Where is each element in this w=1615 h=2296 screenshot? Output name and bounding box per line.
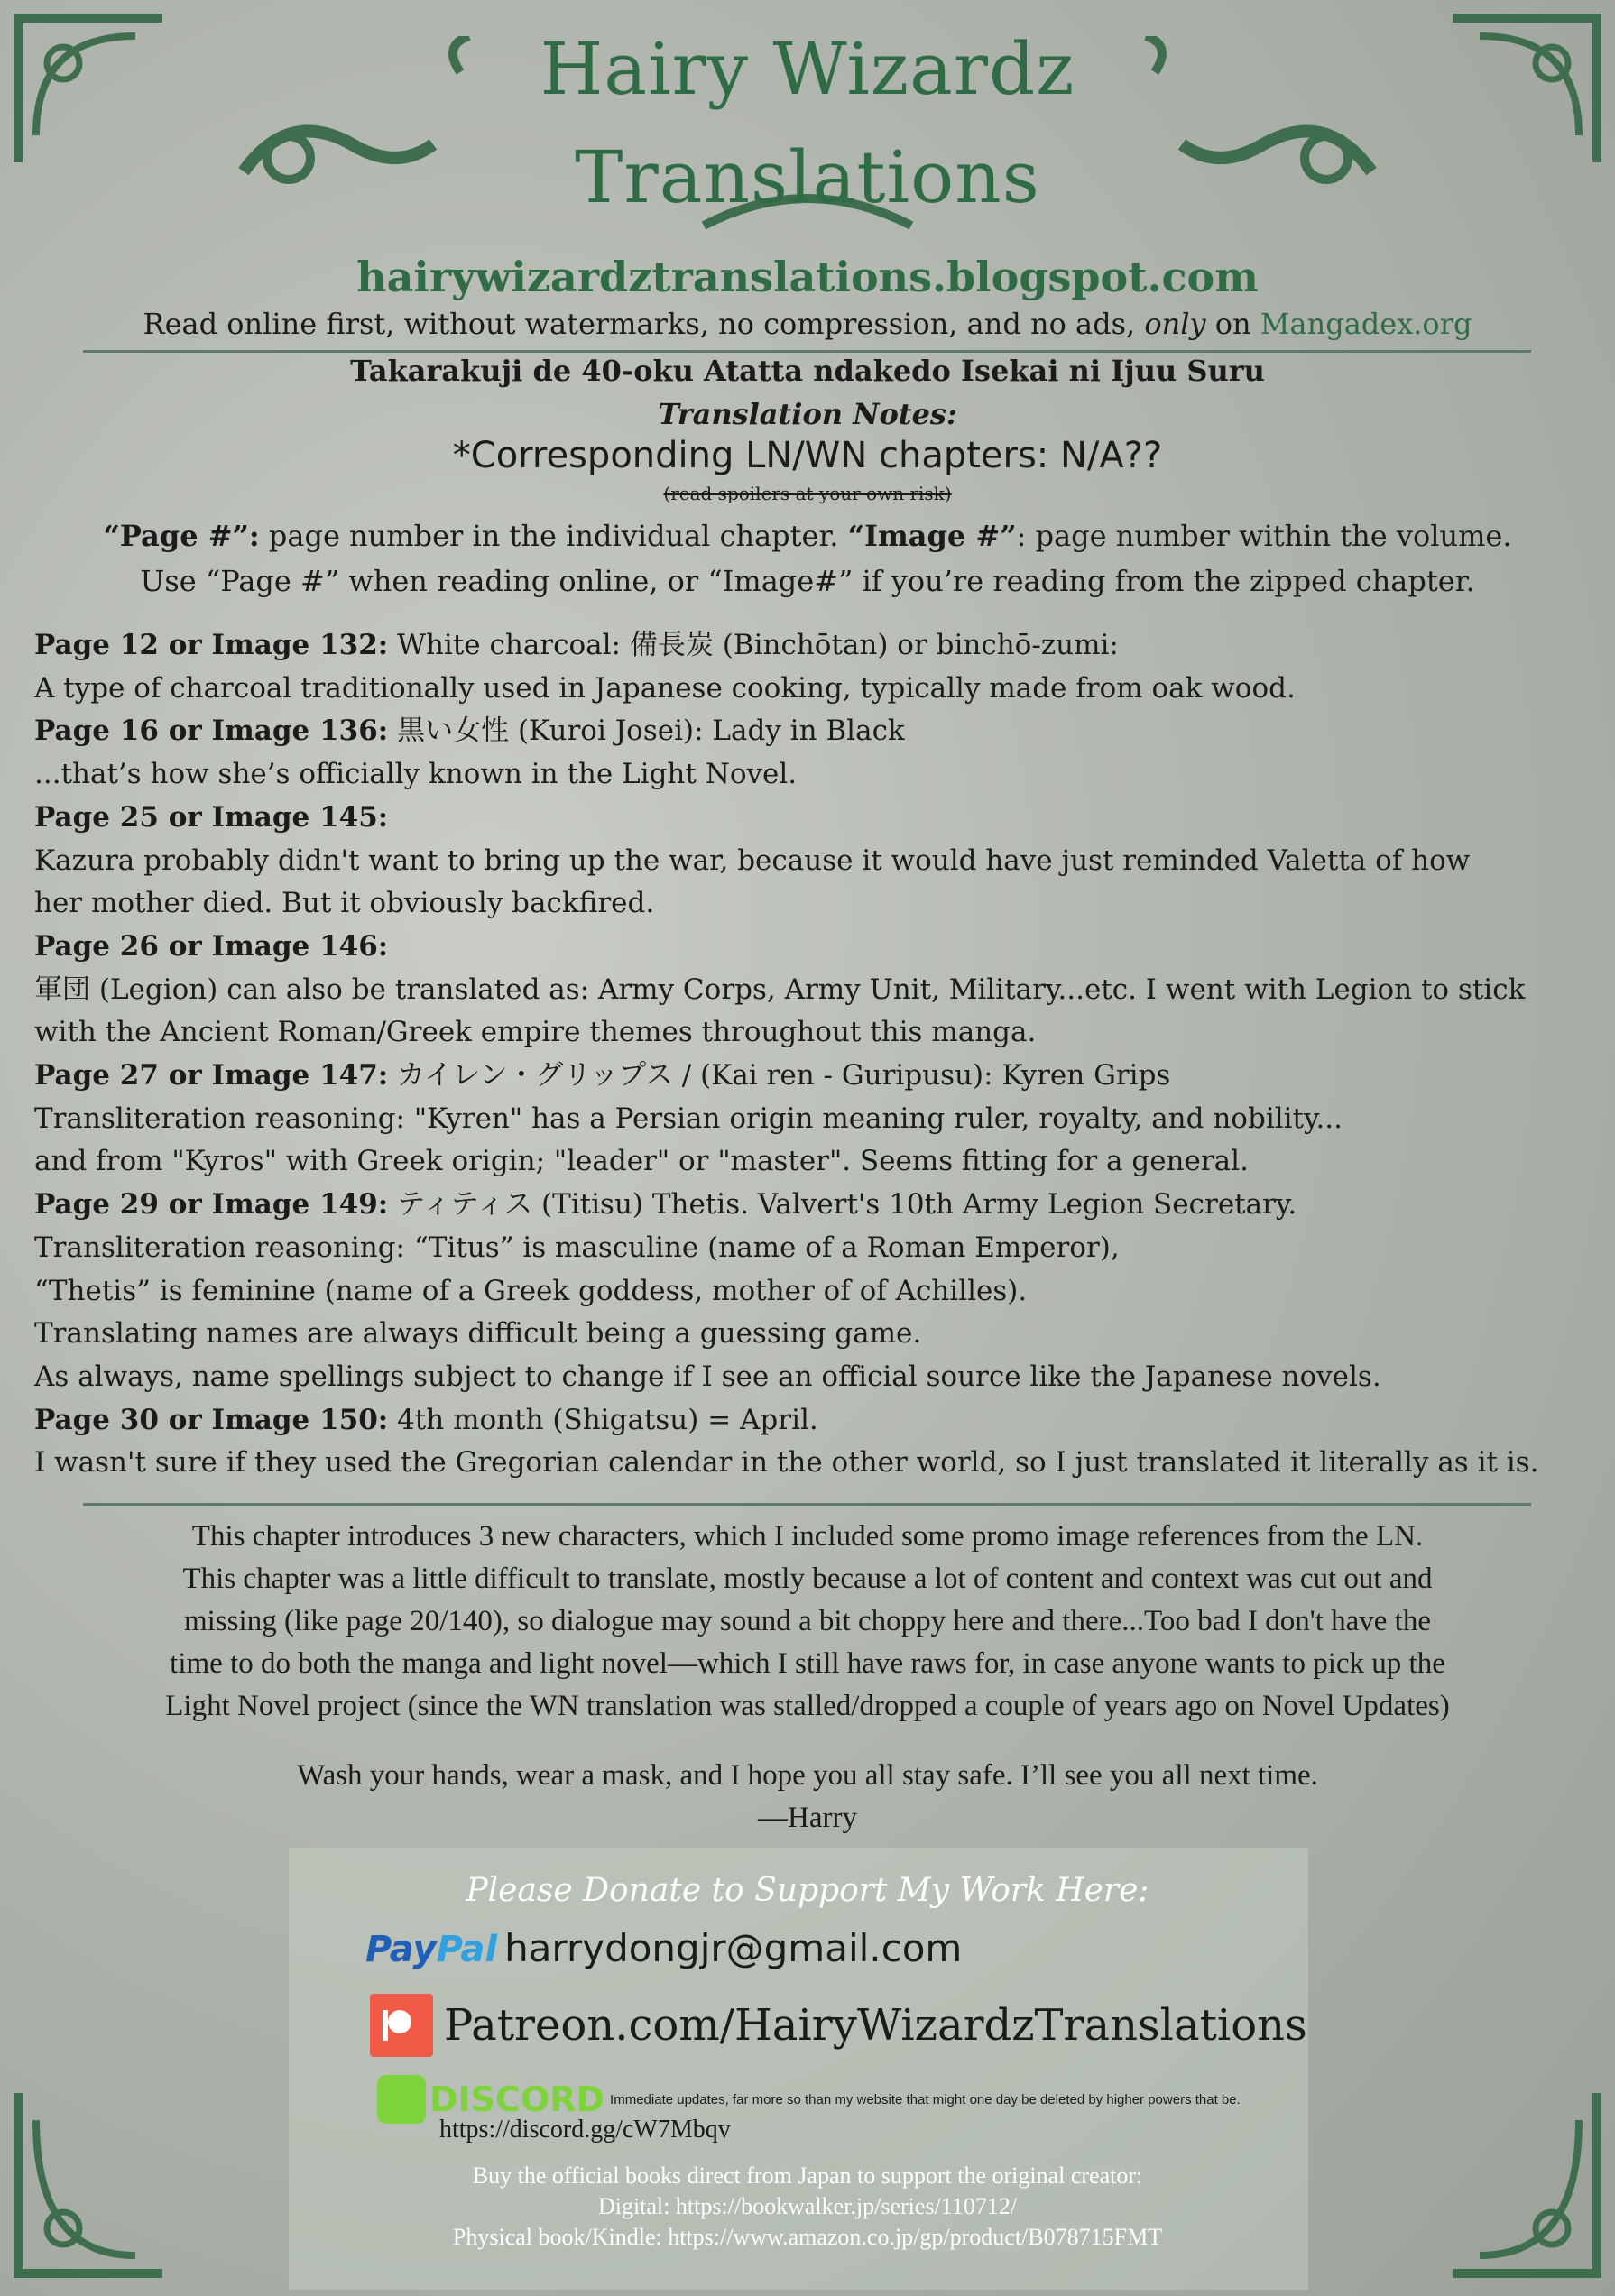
- closing-line: missing (like page 20/140), so dialogue may sound a bit choppy here and there...Too bad I don't have the: [184, 1605, 1431, 1637]
- note-heading: Page 27 or Image 147:: [34, 1059, 389, 1093]
- series-title: Takarakuji de 40-oku Atatta ndakedo Isekai ni Ijuu Suru: [350, 354, 1265, 388]
- discord-link[interactable]: https://discord.gg/cW7Mbqv: [439, 2116, 731, 2144]
- site-title-line1: Hairy Wizardz: [540, 27, 1075, 111]
- discord-wordmark: DISCORD: [429, 2079, 605, 2119]
- buy-heading: Buy the official books direct from Japan to support the original creator:: [472, 2162, 1143, 2189]
- note-line: [34, 624, 1586, 668]
- legend-page-text: page number in the individual chapter.: [259, 519, 848, 553]
- note-text: A type of charcoal traditionally used in Japanese cooking, typically made from oak wood.: [34, 671, 1296, 705]
- note-heading: Page 26 or Image 146:: [34, 929, 389, 963]
- note-line: [34, 1011, 1586, 1055]
- note-text: ...that’s how she’s officially known in the Light Novel.: [34, 758, 798, 791]
- legend-image-text: : page number within the volume.: [1016, 519, 1512, 553]
- note-line: [34, 969, 1586, 1012]
- patreon-link[interactable]: Patreon.com/HairyWizardzTranslations: [444, 2000, 1307, 2051]
- note-line: [34, 1442, 1586, 1485]
- note-text: Transliteration reasoning: "Kyren" has a Persian origin meaning ruler, royalty, and nobility...: [34, 1102, 1343, 1135]
- note-line: [34, 1140, 1586, 1184]
- corresponding-chapters: *Corresponding LN/WN chapters: N/A??: [452, 435, 1163, 476]
- spoiler-note: (read spoilers at your own risk): [663, 483, 952, 504]
- site-title-line2: Translations: [575, 135, 1040, 219]
- note-line: [34, 1055, 1586, 1098]
- note-line: [34, 882, 1586, 926]
- note-text: Translating names are always difficult being a guessing game.: [34, 1317, 922, 1351]
- note-text: “Thetis” is feminine (name of a Greek goddess, mother of of Achilles).: [34, 1274, 1028, 1307]
- read-online-note: [0, 307, 1615, 341]
- legend-page-label: “Page #”:: [103, 519, 260, 553]
- note-heading: Page 29 or Image 149:: [34, 1188, 389, 1222]
- divider-top: [83, 350, 1531, 353]
- note-line: [34, 1313, 1586, 1356]
- note-line: [34, 1227, 1586, 1270]
- mangadex-link[interactable]: Mangadex.org: [1260, 307, 1472, 341]
- closing-line: This chapter introduces 3 new characters, which I included some promo image references from the LN.: [191, 1520, 1424, 1553]
- legend-line-2: Use “Page #” when reading online, or “Image#” if you’re reading from the zipped chapter.: [140, 564, 1475, 598]
- note-line: [34, 797, 1586, 840]
- closing-line: time to do both the manga and light novel—which I still have raws for, in case anyone wants to pick up the: [170, 1647, 1445, 1680]
- note-text: with the Ancient Roman/Greek empire themes throughout this manga.: [34, 1016, 1037, 1049]
- paypal-logo-icon: [365, 1929, 497, 1970]
- note-text: カイレン・グリップス / (Kai ren - Guripusu): Kyren Grips: [388, 1059, 1171, 1093]
- amazon-link[interactable]: Physical book/Kindle: https://www.amazon.co.jp/gp/product/B078715FMT: [452, 2224, 1163, 2250]
- read-online-on: on: [1205, 307, 1260, 341]
- note-line: [34, 840, 1586, 883]
- note-text: White charcoal: 備長炭 (Binchōtan) or binchō-zumi:: [388, 629, 1119, 661]
- note-text: her mother died. But it obviously backfired.: [34, 887, 655, 920]
- patreon-icon: [370, 1994, 433, 2057]
- bookwalker-link[interactable]: Digital: https://bookwalker.jp/series/110712/: [597, 2193, 1018, 2219]
- note-heading: Page 30 or Image 150:: [34, 1403, 389, 1436]
- discord-icon: [377, 2075, 426, 2124]
- note-text: 軍団 (Legion) can also be translated as: Army Corps, Army Unit, Military...etc. I went with Legion to stick: [34, 973, 1526, 1006]
- translation-notes-label: Translation Notes:: [658, 397, 957, 431]
- patreon-row[interactable]: [370, 1994, 1307, 2057]
- closing-line: Light Novel project (since the WN translation was stalled/dropped a couple of years ago on Novel Updates): [165, 1690, 1450, 1722]
- note-text: As always, name spellings subject to change if I see an official source like the Japanese novels.: [34, 1360, 1381, 1393]
- closing-paragraph: [0, 1516, 1615, 1728]
- signoff-signature: —Harry: [758, 1802, 857, 1834]
- note-text: and from "Kyros" with Greek origin; "leader" or "master". Seems fitting for a general.: [34, 1145, 1249, 1178]
- note-line: [34, 1184, 1586, 1227]
- paypal-email[interactable]: harrydongjr@gmail.com: [504, 1926, 963, 1970]
- signoff: [0, 1755, 1615, 1840]
- closing-line: This chapter was a little difficult to translate, mostly because a lot of content and context was cut out and: [182, 1563, 1433, 1595]
- donate-title: Please Donate to Support My Work Here:: [466, 1872, 1149, 1909]
- buy-official-info: [0, 2161, 1615, 2253]
- legend-line-1: [0, 519, 1615, 553]
- note-line: [34, 710, 1586, 753]
- note-line: [34, 753, 1586, 797]
- note-text: Kazura probably didn't want to bring up the war, because it would have just reminded Valetta of how: [34, 844, 1471, 877]
- note-text: I wasn't sure if they used the Gregorian calendar in the other world, so I just translated it literally as it is.: [34, 1446, 1539, 1480]
- note-line: [34, 1399, 1586, 1443]
- note-text: Transliteration reasoning: “Titus” is masculine (name of a Roman Emperor),: [34, 1231, 1120, 1264]
- note-text: 4th month (Shigatsu) = April.: [388, 1403, 818, 1436]
- read-online-prefix: Read online first, without watermarks, no compression, and no ads,: [143, 307, 1145, 341]
- note-text: 黒い女性 (Kuroi Josei): Lady in Black: [388, 715, 905, 748]
- discord-description: Immediate updates, far more so than my website that might one day be deleted by higher powers that be.: [610, 2091, 1241, 2107]
- read-online-only: only: [1144, 307, 1206, 341]
- legend-image-label: “Image #”: [847, 519, 1017, 553]
- paypal-logo-part-a: Pay: [365, 1929, 437, 1970]
- translation-notes-list: [34, 624, 1586, 1485]
- paypal-logo-part-b: Pal: [436, 1929, 498, 1970]
- site-url-link[interactable]: hairywizardztranslations.blogspot.com: [356, 253, 1259, 301]
- note-line: [34, 926, 1586, 969]
- paypal-row[interactable]: [365, 1926, 962, 1970]
- note-line: [34, 668, 1586, 711]
- note-line: [34, 1356, 1586, 1399]
- note-text: ティティス (Titisu) Thetis. Valvert's 10th Army Legion Secretary.: [388, 1188, 1297, 1222]
- note-line: [34, 1098, 1586, 1141]
- note-heading: Page 25 or Image 145:: [34, 800, 389, 834]
- signoff-line: Wash your hands, wear a mask, and I hope you all stay safe. I’ll see you all next time.: [297, 1759, 1318, 1792]
- divider-bottom: [83, 1503, 1531, 1506]
- note-heading: Page 12 or Image 132:: [34, 629, 389, 661]
- note-line: [34, 1270, 1586, 1314]
- note-heading: Page 16 or Image 136:: [34, 715, 389, 748]
